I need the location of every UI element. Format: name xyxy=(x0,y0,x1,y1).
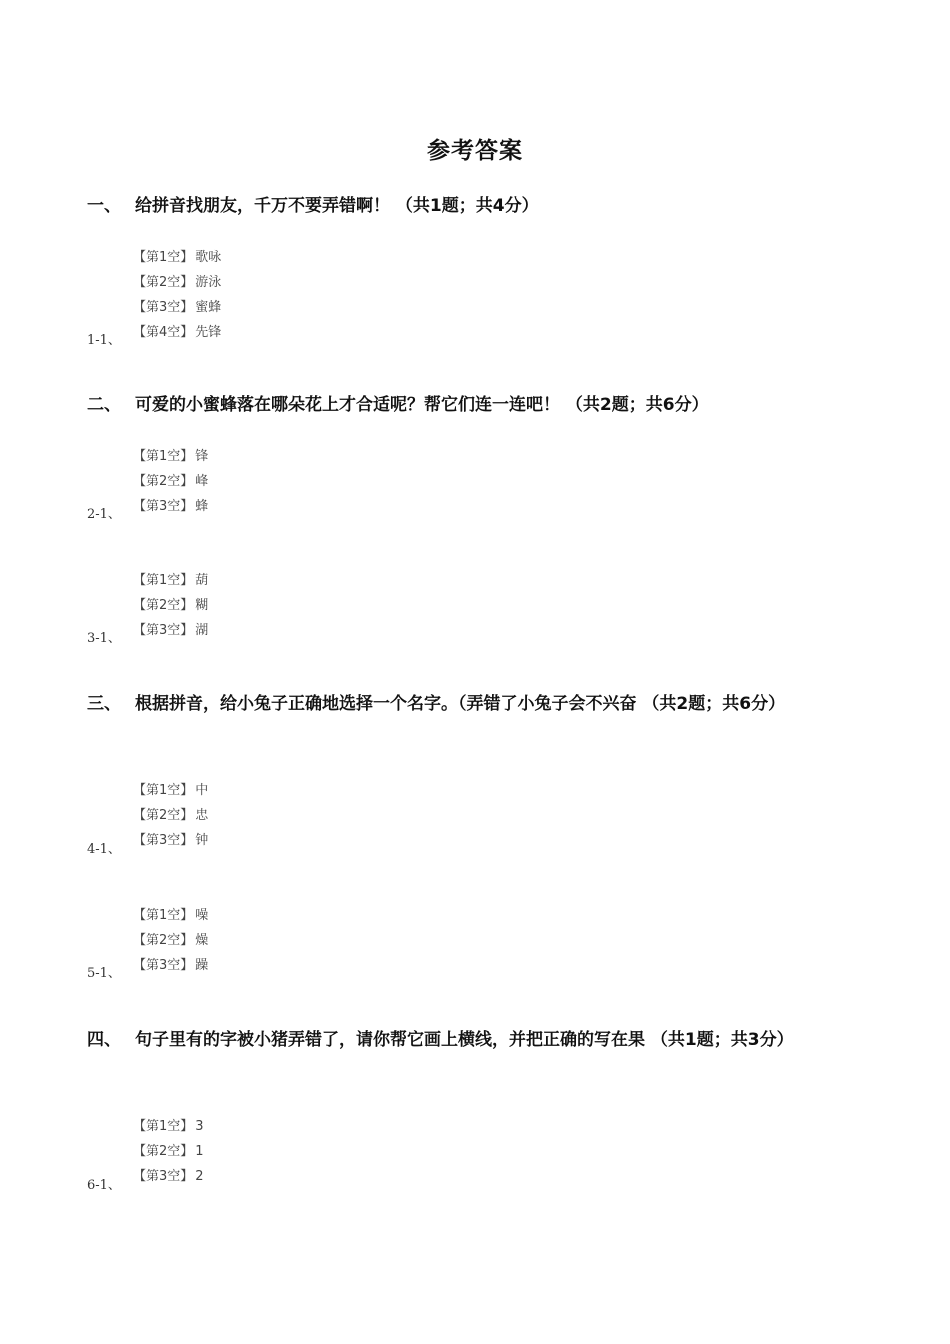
blank-label: 【第1空】 xyxy=(133,250,194,265)
answer-line xyxy=(133,320,221,345)
blank-label: 【第3空】 xyxy=(133,1169,194,1184)
answer-value: 钟 xyxy=(195,833,209,848)
answer-value: 中 xyxy=(195,783,209,798)
answer-line xyxy=(133,1164,204,1189)
blank-label: 【第2空】 xyxy=(133,933,194,948)
answer-line xyxy=(133,568,208,593)
question-number: 6-1、 xyxy=(87,1178,121,1193)
blank-label: 【第1空】 xyxy=(133,908,194,923)
answer-line xyxy=(133,618,208,643)
answer-value: 歌咏 xyxy=(195,250,222,265)
answer-value: 3 xyxy=(195,1119,204,1134)
answer-value: 躁 xyxy=(195,958,209,973)
answer-value: 湖 xyxy=(195,623,209,638)
section-text: 根据拼音，给小兔子正确地选择一个名字。（弄错了小兔子会不兴奋 （共2题；共6分） xyxy=(135,694,786,714)
blank-label: 【第2空】 xyxy=(133,275,194,290)
answer-line xyxy=(133,270,221,295)
answer-list xyxy=(133,568,208,643)
answer-line xyxy=(133,494,208,519)
blank-label: 【第3空】 xyxy=(133,300,194,315)
answer-line xyxy=(133,903,208,928)
answer-line xyxy=(133,444,208,469)
answer-line xyxy=(133,295,221,320)
answer-list xyxy=(133,903,208,978)
blank-label: 【第2空】 xyxy=(133,808,194,823)
section-number: 二、 xyxy=(87,395,121,415)
answer-value: 忠 xyxy=(195,808,209,823)
blank-label: 【第2空】 xyxy=(133,1144,194,1159)
section-heading xyxy=(87,1022,877,1058)
blank-label: 【第3空】 xyxy=(133,499,194,514)
answer-list xyxy=(133,778,208,853)
question-number: 5-1、 xyxy=(87,966,121,981)
blank-label: 【第4空】 xyxy=(133,325,194,340)
blank-label: 【第1空】 xyxy=(133,449,194,464)
question-number: 3-1、 xyxy=(87,631,121,646)
answer-line xyxy=(133,469,208,494)
answer-value: 峰 xyxy=(195,474,209,489)
question-number: 2-1、 xyxy=(87,507,121,522)
blank-label: 【第2空】 xyxy=(133,598,194,613)
section-number: 一、 xyxy=(87,196,121,216)
blank-label: 【第1空】 xyxy=(133,783,194,798)
answer-value: 蜜蜂 xyxy=(195,300,222,315)
answer-line xyxy=(133,245,221,270)
answer-value: 蜂 xyxy=(195,499,209,514)
answer-value: 先锋 xyxy=(195,325,222,340)
answer-list xyxy=(133,444,208,519)
section-text: 可爱的小蜜蜂落在哪朵花上才合适呢？帮它们连一连吧！ （共2题；共6分） xyxy=(135,395,709,415)
question-number: 4-1、 xyxy=(87,842,121,857)
blank-label: 【第1空】 xyxy=(133,573,194,588)
question-number: 1-1、 xyxy=(87,333,121,348)
blank-label: 【第3空】 xyxy=(133,958,194,973)
blank-label: 【第1空】 xyxy=(133,1119,194,1134)
answer-line xyxy=(133,778,208,803)
section-heading xyxy=(87,387,877,423)
section-number: 四、 xyxy=(87,1030,121,1050)
answer-line xyxy=(133,593,208,618)
answer-line xyxy=(133,928,208,953)
section-number: 三、 xyxy=(87,694,121,714)
answer-value: 游泳 xyxy=(195,275,222,290)
section-text: 给拼音找朋友，千万不要弄错啊！ （共1题；共4分） xyxy=(135,196,539,216)
answer-value: 噪 xyxy=(195,908,209,923)
answer-line xyxy=(133,803,208,828)
answer-line xyxy=(133,1139,204,1164)
section-text: 句子里有的字被小猪弄错了，请你帮它画上横线，并把正确的写在果 （共1题；共3分） xyxy=(135,1030,794,1050)
page-title: 参考答案 xyxy=(427,138,523,164)
section-heading xyxy=(87,686,877,722)
answer-value: 2 xyxy=(195,1169,204,1184)
answer-list xyxy=(133,1114,204,1189)
answer-line xyxy=(133,953,208,978)
section-heading xyxy=(87,188,877,224)
answer-value: 锋 xyxy=(195,449,209,464)
answer-value: 1 xyxy=(195,1144,204,1159)
blank-label: 【第3空】 xyxy=(133,833,194,848)
answer-value: 葫 xyxy=(195,573,209,588)
answer-list xyxy=(133,245,221,345)
blank-label: 【第3空】 xyxy=(133,623,194,638)
blank-label: 【第2空】 xyxy=(133,474,194,489)
answer-value: 糊 xyxy=(195,598,209,613)
answer-line xyxy=(133,1114,204,1139)
answer-value: 燥 xyxy=(195,933,209,948)
answer-line xyxy=(133,828,208,853)
